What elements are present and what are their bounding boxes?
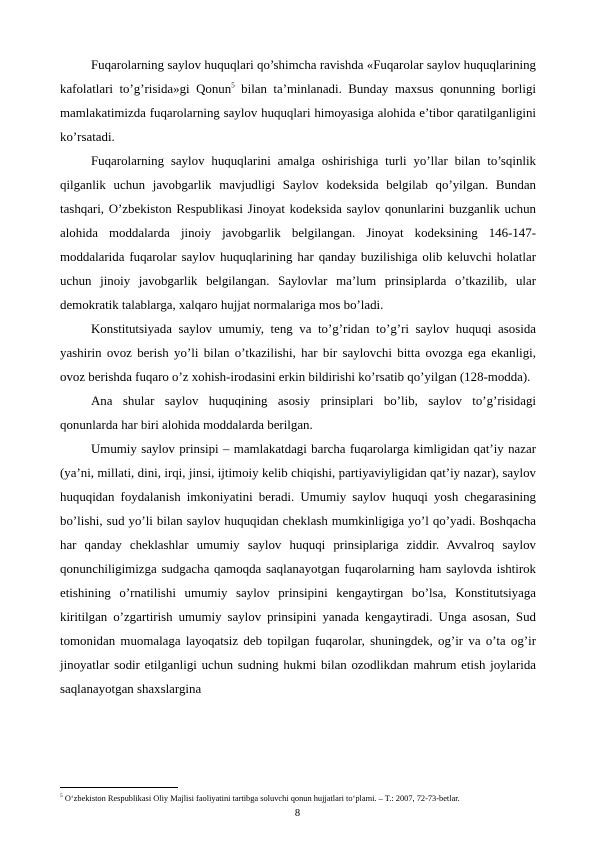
footnote	[60, 794, 540, 804]
paragraph-1-text-end: bilan ta’minlanadi. Bunday maxsus qonunning borligi mamlakatimizda fuqarolarning saylov huquqlari himoyasiga alohida e’tibor qaratilganligini ko’rsatadi.	[60, 82, 536, 144]
paragraph-1	[60, 53, 536, 149]
footnote-text: O‘zbekiston Respublikasi Oliy Majlisi faoliyatini tartibga soluvchi qonun hujjatlari to‘plami. – T.: 2007, 72-73-betlar.	[62, 794, 460, 803]
footnote-divider	[60, 787, 178, 788]
paragraph-5: Umumiy saylov prinsipi – mamlakatdagi barcha fuqarolarga kimligidan qat’iy nazar (ya’ni, millati, dini, irqi, jinsi, ijtimoiy kelib chiqishi, partiyaviyligidan qat’iy nazar), saylov huquqidan foydalanish imkoniyatini beradi. Umumiy saylov huquqi yosh chegarasining bo’lishi, sud yo’li bilan saylov huquqidan cheklash mumkinligiga yo’l qo’yadi. Boshqacha har qanday cheklashlar umumiy saylov huquqi prinsiplariga ziddir. Avvalroq saylov qonunchiligimizga sudgacha qamoqda saqlanayotgan fuqarolarning ham saylovda ishtirok etishining o’rnatilishi umumiy saylov prinsipini kengaytirgan bo’lsa, Konstitutsiyaga kiritilgan o’zgartirish umumiy saylov prinsipini yanada kengaytiradi. Unga asosan, Sud tomonidan muomalaga layoqatsiz deb topilgan fuqarolar, shuningdek, og’ir va o’ta og’ir jinoyatlar sodir etilganligi uchun sudning hukmi bilan ozodlikdan mahrum etish joylarida saqlanayotgan shaxslargina	[60, 442, 536, 696]
page-number: 8	[294, 808, 301, 819]
paragraph-1-text-start: Fuqarolarning saylov huquqlari qo’shimcha ravishda «Fuqarolar saylov huquqlarining kafolatlari to’g’risida»gi Qonun	[60, 58, 536, 96]
footnote-reference[interactable]: 5	[231, 81, 235, 90]
paragraph-4: Ana shular saylov huquqining asosiy prinsiplari bo’lib, saylov to’g’risidagi qonunlarda har biri alohida moddalarda berilgan.	[60, 394, 536, 432]
paragraph-3: Konstitutsiyada saylov umumiy, teng va to’g’ridan to’g’ri saylov huquqi asosida yashirin ovoz berish yo’li bilan o’tkazilishi, har bir saylovchi bitta ovozga ega ekanligi, ovoz berishda fuqaro o’z xohish-irodasini erkin bildirishi ko’rsatib qo’yilgan (128-modda).	[60, 322, 536, 384]
body-text	[60, 53, 536, 701]
paragraph-2: Fuqarolarning saylov huquqlarini amalga oshirishiga turli yo’llar bilan to’sqinlik qilganlik uchun javobgarlik mavjudligi Saylov kodeksida belgilab qo’yilgan. Bundan tashqari, O’zbekiston Respublikasi Jinoyat kodeksida saylov qonunlarini buzganlik uchun alohida moddalarda jinoiy javobgarlik belgilangan. Jinoyat kodeksining 146-147-moddalarida fuqarolar saylov huquqlarining har qanday buzilishiga olib keluvchi holatlar uchun jinoiy javobgarlik belgilangan. Saylovlar ma’lum prinsiplarda o’tkazilib, ular demokratik talablarga, xalqaro hujjat normalariga mos bo’ladi.	[60, 154, 536, 312]
footnote-number: 5	[60, 793, 63, 800]
